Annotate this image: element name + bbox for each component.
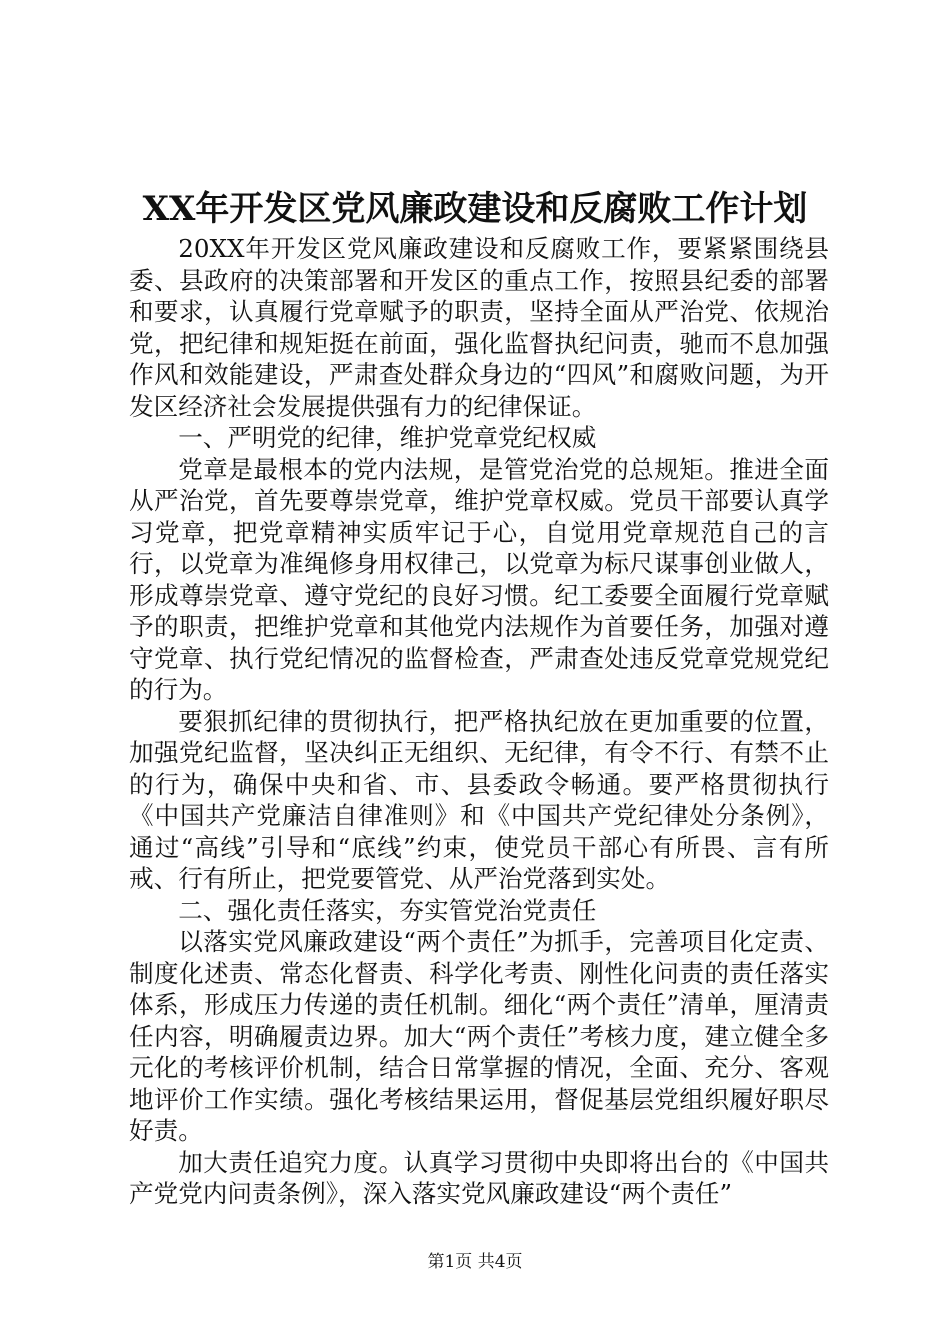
body-paragraph: 加大责任追究力度。认真学习贯彻中央即将出台的《中国共产党党内问责条例》，深入落实党风廉政建设“两个责任”	[129, 1147, 829, 1208]
section-heading-2: 二、强化责任落实，夯实管党治党责任	[178, 895, 597, 925]
document-body	[129, 233, 829, 1210]
body-paragraph: 以落实党风廉政建设“两个责任”为抓手，完善项目化定责、制度化述责、常态化督责、科学化考责、刚性化问责的责任落实体系，形成压力传递的责任机制。细化“两个责任”清单，厘清责任内容，明确履责边界。加大“两个责任”考核力度，建立健全多元化的考核评价机制，结合日常掌握的情况，全面、充分、客观地评价工作实绩。强化考核结果运用，督促基层党组织履好职尽好责。	[129, 927, 829, 1145]
section-heading-1: 一、严明党的纪律，维护党章党纪权威	[178, 423, 597, 452]
body-paragraph: 党章是最根本的党内法规，是管党治党的总规矩。推进全面从严治党，首先要尊崇党章，维护党章权威。党员干部要认真学习党章，把党章精神实质牢记于心，自觉用党章规范自己的言行，以党章为准绳修身用权律己，以党章为标尺谋事创业做人，形成尊崇党章、遵守党纪的良好习惯。纪工委要全面履行党章赋予的职责，把维护党章和其他党内法规作为首要任务，加强对遵守党章、执行党纪情况的监督检查，严肃查处违反党章党规党纪的行为。	[129, 454, 829, 704]
page-number-footer: 第1页 共4页	[427, 1252, 523, 1272]
body-paragraph: 要狠抓纪律的贯彻执行，把严格执纪放在更加重要的位置，加强党纪监督，坚决纠正无组织、无纪律，有令不行、有禁不止的行为，确保中央和省、市、县委政令畅通。要严格贯彻执行《中国共产党廉洁自律准则》和《中国共产党纪律处分条例》，通过“高线”引导和“底线”约束，使党员干部心有所畏、言有所戒、行有所止，把党要管党、从严治党落到实处。	[129, 706, 829, 893]
document-title: XX年开发区党风廉政建设和反腐败工作计划	[142, 189, 808, 229]
intro-paragraph: 20XX年开发区党风廉政建设和反腐败工作，要紧紧围绕县委、县政府的决策部署和开发区的重点工作，按照县纪委的部署和要求，认真履行党章赋予的职责，坚持全面从严治党、依规治党，把纪律和规矩挺在前面，强化监督执纪问责，驰而不息加强作风和效能建设，严肃查处群众身边的“四风”和腐败问题，为开发区经济社会发展提供强有力的纪律保证。	[129, 234, 829, 421]
